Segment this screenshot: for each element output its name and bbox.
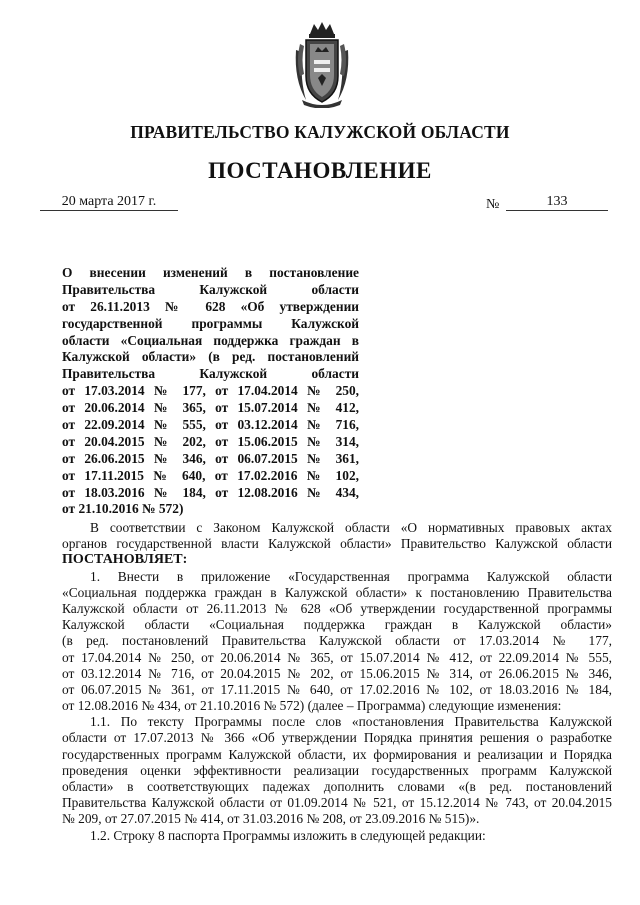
body-line: от 17.04.2014 № 250, от 20.06.2014 № 365, от 15.07.2014 № 412, от 22.09.2014 № 555,	[62, 649, 612, 665]
subject-line: от 22.09.2014 № 555, от 03.12.2014 № 716,	[62, 417, 359, 433]
body-line: 1. Внести в приложение «Государственная программа Калужской области	[90, 568, 612, 584]
body-line: органов государственной власти Калужской области» Правительство Калужской области	[62, 536, 612, 552]
subject-line: от 18.03.2016 № 184, от 12.08.2016 № 434,	[62, 484, 359, 500]
subject-line: от 20.04.2015 № 202, от 15.06.2015 № 314,	[62, 433, 359, 449]
subject-line: от 17.11.2015 № 640, от 17.02.2016 № 102,	[62, 467, 359, 483]
body-line: Калужской области «Социальная поддержка граждан в Калужской области»	[62, 617, 612, 633]
body-line: государственных программ Калужской области, их формирования и реализации и Порядка	[62, 746, 612, 762]
body-line: 1.1. По тексту Программы после слов «постановления Правительства Калужской	[90, 714, 612, 730]
subject-line: от 21.10.2016 № 572)	[62, 501, 184, 517]
body-line: «Социальная поддержка граждан в Калужской области» к постановлению Правительства	[62, 584, 612, 600]
resolves-heading: ПОСТАНОВЛЯЕТ:	[62, 552, 188, 568]
subject-line: Правительства Калужской области	[62, 366, 359, 382]
body-line: от 06.07.2015 № 361, от 17.11.2015 № 640, от 17.02.2016 № 102, от 18.03.2016 № 184,	[62, 681, 612, 697]
body-line: (в ред. постановлений Правительства Калужской области от 17.03.2014 № 177,	[62, 633, 612, 649]
body-line: области от 17.07.2013 № 366 «Об утверждении Порядка принятия решения о разработке	[62, 730, 612, 746]
subject-line: от 26.06.2015 № 346, от 06.07.2015 № 361,	[62, 450, 359, 466]
document-number: 133	[506, 193, 608, 211]
resolution-subject	[62, 265, 359, 518]
subject-line: от 17.03.2014 № 177, от 17.04.2014 № 250,	[62, 383, 359, 399]
body-line: области» в соответствующих падежах дополнить словами «(в ред. постановлений	[62, 779, 612, 794]
body-line: 1.2. Строку 8 паспорта Программы изложить в следующей редакции:	[90, 827, 486, 843]
government-title: ПРАВИТЕЛЬСТВО КАЛУЖСКОЙ ОБЛАСТИ	[130, 122, 510, 142]
subject-line: области «Социальная поддержка граждан в	[62, 332, 359, 348]
body-line: Правительства Калужской области от 01.09.2014 № 521, от 15.12.2014 № 743, от 20.04.2015	[62, 795, 612, 811]
subject-line: от 20.06.2014 № 365, от 15.07.2014 № 412,	[62, 400, 359, 416]
document-type: ПОСТАНОВЛЕНИЕ	[208, 158, 432, 183]
document-date: 20 марта 2017 г.	[40, 193, 178, 211]
body-line: В соответствии с Законом Калужской области «О нормативных правовых актах	[90, 520, 612, 535]
subject-line: О внесении изменений в постановление	[62, 265, 359, 280]
resolution-body	[62, 520, 612, 844]
body-line: № 209, от 27.07.2015 № 414, от 31.03.2016 № 208, от 23.09.2016 № 515)».	[62, 811, 480, 827]
subject-line: Калужской области» (в ред. постановлений	[62, 349, 359, 365]
subject-line: от 26.11.2013 № 628 «Об утверждении	[62, 298, 359, 314]
subject-line: государственной программы Калужской	[62, 315, 359, 331]
subject-line: Правительства Калужской области	[62, 281, 359, 297]
number-label: №	[486, 197, 500, 212]
body-line: от 12.08.2016 № 434, от 21.10.2016 № 572) (далее – Программа) следующие изменения:	[62, 698, 562, 714]
body-line: проведения оценки эффективности реализации государственных программ Калужской	[62, 762, 612, 778]
body-line: от 03.12.2014 № 716, от 20.04.2015 № 202, от 15.06.2015 № 314, от 26.06.2015 № 346,	[62, 665, 612, 681]
coat-of-arms-icon	[292, 20, 352, 108]
body-line: Калужской области от 26.11.2013 № 628 «Об утверждении государственной программы	[62, 600, 612, 616]
